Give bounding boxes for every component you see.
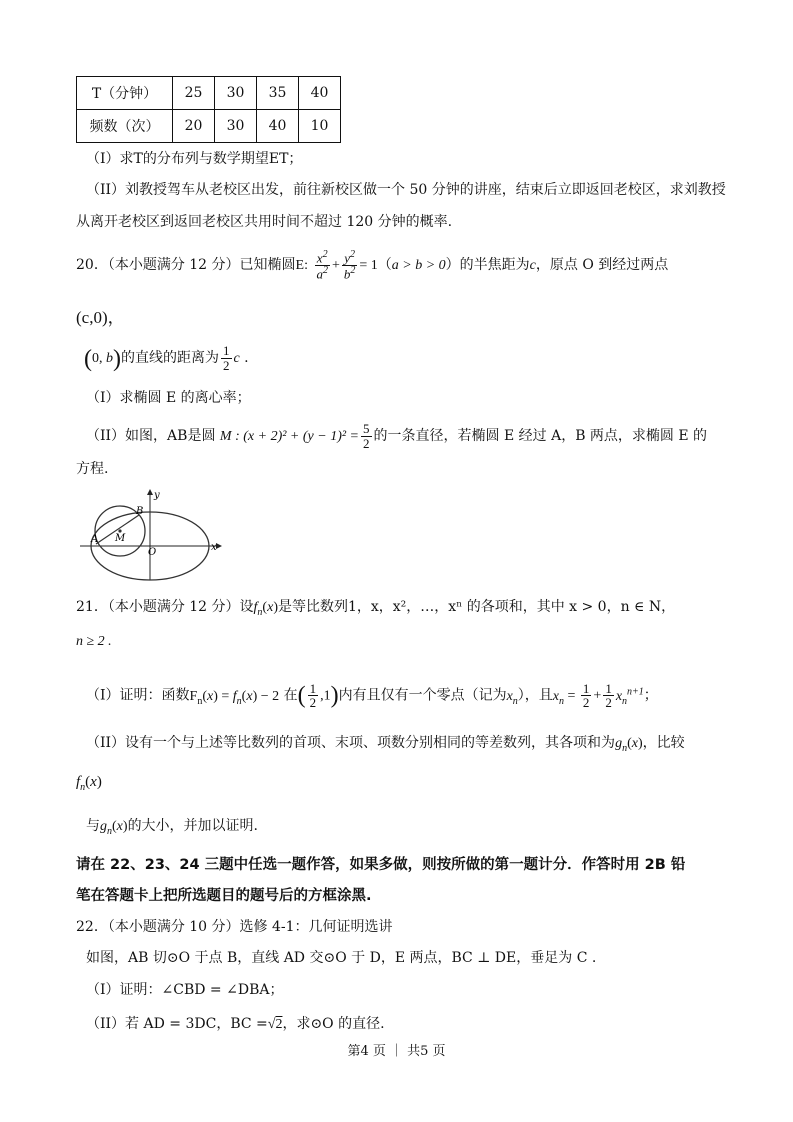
notice-line1: 请在 22、23、24 三题中任选一题作答，如果多做，则按所做的第一题计分．作答时用 2B 铅 <box>76 857 686 873</box>
q21-fn: $f_n(x)$ <box>76 774 102 793</box>
label-m: M <box>115 533 126 544</box>
table-row <box>77 110 341 143</box>
frequency-table <box>76 76 341 143</box>
table-cell: 25 <box>173 77 215 110</box>
q22-part2 <box>86 1013 385 1033</box>
table-cell: 40 <box>257 110 299 143</box>
q19-part2-line2: 从离开老校区到返回老校区共用时间不超过 120 分钟的概率. <box>76 214 453 230</box>
label-b: B <box>136 506 144 517</box>
page-footer: 第4 页 ｜ 共5 页 <box>347 1044 446 1059</box>
q20-circle-eq: M : (x + 2)² + (y − 1)² = <box>219 429 360 444</box>
q21-part2-text: （II）设有一个与上述等比数列的首项、末项、项数分别相同的等差数列，其各项和为 <box>86 735 616 751</box>
table-cell: 30 <box>215 77 257 110</box>
x-axis-arrow <box>216 543 222 549</box>
label-x: x <box>211 542 217 553</box>
q20-head: 20．（本小题满分 12 分）已知椭圆 <box>76 257 296 273</box>
q20-c: c <box>529 258 536 273</box>
fraction: $\frac{x^2}{a^2}$ <box>316 248 328 281</box>
q20-origin-text: ，原点 O 到经过两点 <box>535 257 669 273</box>
fraction: $\frac{1}{2}$ <box>309 680 317 711</box>
fraction: $\frac{y^2}{b^2}$ <box>343 248 356 281</box>
q20-part2-c: 方程. <box>76 461 109 477</box>
q19-part1: （I）求T的分布列与数学期望ET； <box>86 151 303 167</box>
q22-part1: （I）证明：∠CBD = ∠DBA； <box>86 982 284 998</box>
q21-part2: （II）设有一个与上述等比数列的首项、末项、项数分别相同的等差数列，其各项和为$g_n(x)$，比较 <box>86 735 685 754</box>
fraction: $\frac{1}{2}$ <box>223 342 230 373</box>
table-cell: 20 <box>173 110 215 143</box>
q21-head: 21．（本小题满分 12 分）设 <box>76 599 254 615</box>
fraction: $\frac{1}{2}$ <box>605 680 612 711</box>
y-axis-arrow <box>147 489 153 495</box>
notice-line2: 笔在答题卡上把所选题目的题号后的方框涂黑. <box>76 888 372 904</box>
q21-part1-a: （I）证明：函数 <box>86 687 190 704</box>
q22-part2-b: ，求⊙O 的直径. <box>282 1016 385 1032</box>
q21-part1-b: 内有且仅有一个零点（记为 <box>338 687 507 704</box>
label-o: O <box>148 547 157 558</box>
q21-stem: 21．（本小题满分 12 分）设$f_n(x)$是等比数列1，x，x²，…，xⁿ 的各项和，其中 x > 0，n ∈ N， <box>76 599 676 618</box>
q20-ellipse-name: E: <box>295 258 308 273</box>
fraction: $\frac{5}{2}$ <box>363 420 370 451</box>
sqrt-2: √2 <box>267 1017 283 1032</box>
q21-part1-c: ），且 <box>517 687 553 704</box>
q21-part2-b: 与$g_n(x)$的大小，并加以证明. <box>86 818 259 837</box>
q20-part2 <box>86 418 707 455</box>
q22-head: 22．（本小题满分 10 分）选修 4-1：几何证明选讲 <box>76 919 393 935</box>
q22-stem: 如图，AB 切⊙O 于点 B，直线 AD 交⊙O 于 D，E 两点，BC ⊥ DE，垂足为 C . <box>86 950 597 966</box>
q21-with: 与 <box>86 818 100 834</box>
q20-line3-text: 的直线的距离为 <box>121 350 219 366</box>
q20-part2-a: （II）如图，AB是圆 <box>86 428 216 444</box>
table-cell: 频数（次） <box>77 110 173 143</box>
table-cell: 10 <box>299 110 341 143</box>
label-y: y <box>154 490 160 501</box>
q21-condition: n ≥ 2 . <box>76 634 112 649</box>
q19-part2-line1: （II）刘教授驾车从老校区出发，前往新校区做一个 50 分钟的讲座，结束后立即返回老校区，求刘教授 <box>86 182 726 198</box>
q20-part1: （I）求椭圆 E 的离心率； <box>86 390 251 406</box>
q20-condition: a > b > 0 <box>391 258 446 273</box>
table-cell: T（分钟） <box>77 77 173 110</box>
q20-stem: 20．（本小题满分 12 分）已知椭圆E: $\frac{x^2}{a^2}$ + $\frac{y^2}{b^2}$ = 1（a > b > 0）的半焦距为c，原点 O 到经过两点 <box>76 248 669 281</box>
ellipse-circle-figure <box>76 486 226 582</box>
table-cell: 35 <box>257 77 299 110</box>
q22-part2-a: （II）若 AD = 3DC，BC = <box>86 1016 268 1032</box>
table-cell: 30 <box>215 110 257 143</box>
q20-point1: (c,0)， <box>76 308 125 327</box>
table-row <box>77 77 341 110</box>
q20-after-cond: ）的半焦距为 <box>445 257 530 273</box>
label-a: A <box>91 534 99 545</box>
q21-head2: 是等比数列1，x，x²，…，xⁿ 的各项和，其中 x > 0，n ∈ N， <box>277 599 676 615</box>
q20-line3: (0, b)的直线的距离为 $\frac{1}{2}$ c . <box>84 342 249 373</box>
table-cell: 40 <box>299 77 341 110</box>
q21-part2-end: ，比较 <box>642 735 685 751</box>
fraction: $\frac{1}{2}$ <box>582 680 590 711</box>
q20-part2-b: 的一条直径，若椭圆 E 经过 A，B 两点，求椭圆 E 的 <box>373 428 708 444</box>
q21-part1: （I）证明：函数$F_n(x) = f_n(x) - 2$ 在( $\frac{1}{2}$ ,1)内有且仅有一个零点（记为$x_n$），且$x_n$ = $\frac{1}{2}$ + $\frac{1}{2}$ $x_n^{n+1}$； <box>86 680 658 711</box>
q21-part2-c: 的大小，并加以证明. <box>127 818 259 834</box>
